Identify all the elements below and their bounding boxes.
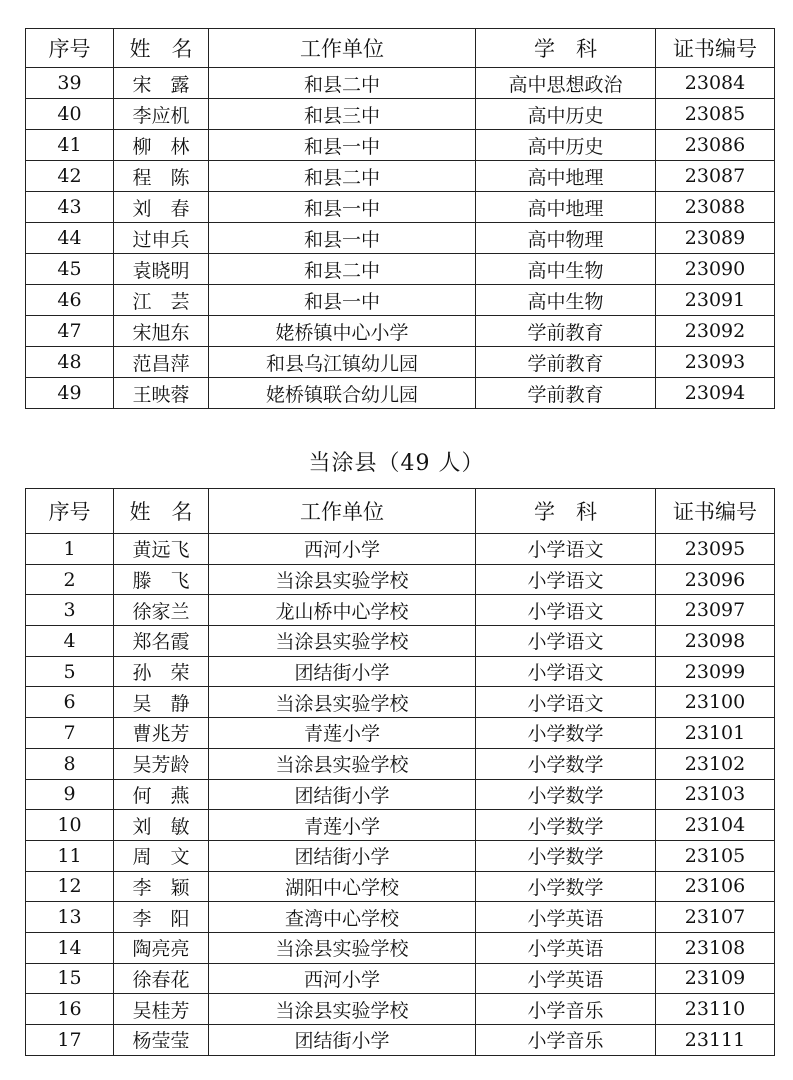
table-row xyxy=(26,994,775,1025)
cell-seq: 6 xyxy=(26,687,114,718)
cell-name: 江 芸 xyxy=(114,285,209,316)
cell-unit: 当涂县实验学校 xyxy=(209,748,476,779)
cell-seq: 14 xyxy=(26,932,114,963)
header-name: 姓 名 xyxy=(114,489,209,534)
cell-name: 李应机 xyxy=(114,99,209,130)
cell-unit: 查湾中心学校 xyxy=(209,902,476,933)
cell-subject: 小学语文 xyxy=(476,534,656,565)
cell-subject: 小学数学 xyxy=(476,840,656,871)
cell-unit: 当涂县实验学校 xyxy=(209,994,476,1025)
cell-unit: 青莲小学 xyxy=(209,810,476,841)
cell-name: 孙 荣 xyxy=(114,656,209,687)
cell-seq: 16 xyxy=(26,994,114,1025)
certificate-table-he-county xyxy=(25,28,775,409)
cell-cert: 23084 xyxy=(656,68,775,99)
table-row xyxy=(26,656,775,687)
cell-seq: 43 xyxy=(26,192,114,223)
header-name: 姓 名 xyxy=(114,29,209,68)
cell-name: 郑名霞 xyxy=(114,626,209,657)
cell-seq: 5 xyxy=(26,656,114,687)
cell-cert: 23097 xyxy=(656,595,775,626)
cell-seq: 11 xyxy=(26,840,114,871)
cell-unit: 团结街小学 xyxy=(209,840,476,871)
cell-subject: 小学语文 xyxy=(476,626,656,657)
cell-subject: 小学英语 xyxy=(476,963,656,994)
cell-cert: 23108 xyxy=(656,932,775,963)
table-row xyxy=(26,192,775,223)
cell-name: 何 燕 xyxy=(114,779,209,810)
cell-unit: 龙山桥中心学校 xyxy=(209,595,476,626)
cell-cert: 23106 xyxy=(656,871,775,902)
table-row xyxy=(26,1025,775,1056)
table-row xyxy=(26,840,775,871)
cell-name: 周 文 xyxy=(114,840,209,871)
table-row xyxy=(26,68,775,99)
cell-seq: 47 xyxy=(26,316,114,347)
cell-subject: 高中历史 xyxy=(476,99,656,130)
cell-cert: 23102 xyxy=(656,748,775,779)
cell-cert: 23104 xyxy=(656,810,775,841)
cell-name: 柳 林 xyxy=(114,130,209,161)
header-unit: 工作单位 xyxy=(209,29,476,68)
cell-seq: 2 xyxy=(26,564,114,595)
table-row xyxy=(26,347,775,378)
section-title-dangtu-county: 当涂县（49 人） xyxy=(308,451,485,476)
cell-subject: 学前教育 xyxy=(476,378,656,409)
cell-cert: 23085 xyxy=(656,99,775,130)
cell-cert: 23101 xyxy=(656,718,775,749)
cell-seq: 46 xyxy=(26,285,114,316)
cell-subject: 高中物理 xyxy=(476,223,656,254)
table-row xyxy=(26,687,775,718)
cell-name: 王映蓉 xyxy=(114,378,209,409)
header-unit: 工作单位 xyxy=(209,489,476,534)
cell-unit: 和县三中 xyxy=(209,99,476,130)
header-cert: 证书编号 xyxy=(656,489,775,534)
cell-unit: 和县一中 xyxy=(209,192,476,223)
cell-cert: 23107 xyxy=(656,902,775,933)
cell-cert: 23091 xyxy=(656,285,775,316)
cell-cert: 23100 xyxy=(656,687,775,718)
cell-cert: 23109 xyxy=(656,963,775,994)
cell-subject: 小学语文 xyxy=(476,564,656,595)
cell-unit: 团结街小学 xyxy=(209,656,476,687)
table-row xyxy=(26,285,775,316)
cell-subject: 小学语文 xyxy=(476,656,656,687)
cell-seq: 40 xyxy=(26,99,114,130)
cell-seq: 42 xyxy=(26,161,114,192)
cell-unit: 西河小学 xyxy=(209,534,476,565)
cell-unit: 和县二中 xyxy=(209,161,476,192)
cell-name: 徐家兰 xyxy=(114,595,209,626)
header-subject: 学 科 xyxy=(476,29,656,68)
header-subject: 学 科 xyxy=(476,489,656,534)
cell-unit: 姥桥镇中心小学 xyxy=(209,316,476,347)
table-row xyxy=(26,223,775,254)
cell-subject: 学前教育 xyxy=(476,347,656,378)
cell-cert: 23093 xyxy=(656,347,775,378)
cell-cert: 23086 xyxy=(656,130,775,161)
cell-subject: 小学英语 xyxy=(476,902,656,933)
cell-cert: 23099 xyxy=(656,656,775,687)
cell-unit: 和县二中 xyxy=(209,254,476,285)
cell-name: 吴芳龄 xyxy=(114,748,209,779)
cell-seq: 7 xyxy=(26,718,114,749)
header-cert: 证书编号 xyxy=(656,29,775,68)
cell-subject: 小学音乐 xyxy=(476,994,656,1025)
cell-name: 宋旭东 xyxy=(114,316,209,347)
cell-name: 李 颖 xyxy=(114,871,209,902)
cell-cert: 23095 xyxy=(656,534,775,565)
cell-cert: 23087 xyxy=(656,161,775,192)
table-row xyxy=(26,316,775,347)
table-row xyxy=(26,534,775,565)
cell-name: 曹兆芳 xyxy=(114,718,209,749)
cell-seq: 17 xyxy=(26,1025,114,1056)
cell-unit: 和县一中 xyxy=(209,285,476,316)
cell-subject: 高中地理 xyxy=(476,161,656,192)
cell-seq: 44 xyxy=(26,223,114,254)
cell-name: 陶亮亮 xyxy=(114,932,209,963)
table-row xyxy=(26,130,775,161)
cell-name: 徐春花 xyxy=(114,963,209,994)
cell-subject: 小学英语 xyxy=(476,932,656,963)
cell-unit: 湖阳中心学校 xyxy=(209,871,476,902)
table-row xyxy=(26,871,775,902)
cell-unit: 当涂县实验学校 xyxy=(209,626,476,657)
header-seq: 序号 xyxy=(26,29,114,68)
header-seq: 序号 xyxy=(26,489,114,534)
cell-cert: 23096 xyxy=(656,564,775,595)
cell-cert: 23111 xyxy=(656,1025,775,1056)
cell-name: 宋 露 xyxy=(114,68,209,99)
cell-name: 黄远飞 xyxy=(114,534,209,565)
cell-subject: 小学语文 xyxy=(476,595,656,626)
cell-cert: 23105 xyxy=(656,840,775,871)
table-row xyxy=(26,779,775,810)
table-row xyxy=(26,161,775,192)
cell-cert: 23092 xyxy=(656,316,775,347)
cell-seq: 48 xyxy=(26,347,114,378)
cell-name: 滕 飞 xyxy=(114,564,209,595)
cell-seq: 45 xyxy=(26,254,114,285)
cell-unit: 当涂县实验学校 xyxy=(209,687,476,718)
cell-unit: 姥桥镇联合幼儿园 xyxy=(209,378,476,409)
table-row xyxy=(26,810,775,841)
cell-unit: 团结街小学 xyxy=(209,1025,476,1056)
cell-seq: 39 xyxy=(26,68,114,99)
cell-seq: 41 xyxy=(26,130,114,161)
cell-unit: 和县一中 xyxy=(209,223,476,254)
cell-unit: 和县乌江镇幼儿园 xyxy=(209,347,476,378)
cell-seq: 15 xyxy=(26,963,114,994)
cell-seq: 12 xyxy=(26,871,114,902)
cell-cert: 23098 xyxy=(656,626,775,657)
cell-subject: 高中思想政治 xyxy=(476,68,656,99)
cell-cert: 23088 xyxy=(656,192,775,223)
cell-name: 李 阳 xyxy=(114,902,209,933)
table-header-row xyxy=(26,29,775,68)
cell-seq: 9 xyxy=(26,779,114,810)
cell-cert: 23090 xyxy=(656,254,775,285)
cell-subject: 高中历史 xyxy=(476,130,656,161)
cell-subject: 小学数学 xyxy=(476,810,656,841)
cell-subject: 小学数学 xyxy=(476,718,656,749)
cell-subject: 学前教育 xyxy=(476,316,656,347)
table-row xyxy=(26,626,775,657)
cell-name: 过申兵 xyxy=(114,223,209,254)
table-row xyxy=(26,564,775,595)
cell-seq: 13 xyxy=(26,902,114,933)
cell-subject: 高中生物 xyxy=(476,254,656,285)
cell-subject: 高中生物 xyxy=(476,285,656,316)
table-row xyxy=(26,378,775,409)
cell-unit: 和县一中 xyxy=(209,130,476,161)
cell-seq: 10 xyxy=(26,810,114,841)
cell-cert: 23089 xyxy=(656,223,775,254)
cell-cert: 23094 xyxy=(656,378,775,409)
table-row xyxy=(26,748,775,779)
cell-unit: 当涂县实验学校 xyxy=(209,932,476,963)
table-row xyxy=(26,718,775,749)
cell-seq: 1 xyxy=(26,534,114,565)
cell-name: 刘 敏 xyxy=(114,810,209,841)
cell-seq: 4 xyxy=(26,626,114,657)
certificate-table-dangtu-county xyxy=(25,488,775,1056)
cell-name: 袁晓明 xyxy=(114,254,209,285)
cell-unit: 团结街小学 xyxy=(209,779,476,810)
cell-subject: 小学音乐 xyxy=(476,1025,656,1056)
cell-name: 吴桂芳 xyxy=(114,994,209,1025)
cell-seq: 49 xyxy=(26,378,114,409)
cell-subject: 小学数学 xyxy=(476,871,656,902)
cell-subject: 小学语文 xyxy=(476,687,656,718)
cell-name: 刘 春 xyxy=(114,192,209,223)
cell-unit: 青莲小学 xyxy=(209,718,476,749)
cell-subject: 小学数学 xyxy=(476,779,656,810)
table-row xyxy=(26,932,775,963)
cell-unit: 和县二中 xyxy=(209,68,476,99)
table-row xyxy=(26,595,775,626)
cell-name: 程 陈 xyxy=(114,161,209,192)
cell-name: 杨莹莹 xyxy=(114,1025,209,1056)
cell-cert: 23103 xyxy=(656,779,775,810)
cell-subject: 高中地理 xyxy=(476,192,656,223)
cell-name: 范昌萍 xyxy=(114,347,209,378)
table-row xyxy=(26,99,775,130)
table-row xyxy=(26,254,775,285)
cell-unit: 当涂县实验学校 xyxy=(209,564,476,595)
cell-unit: 西河小学 xyxy=(209,963,476,994)
table-row xyxy=(26,963,775,994)
table-row xyxy=(26,902,775,933)
cell-cert: 23110 xyxy=(656,994,775,1025)
cell-seq: 8 xyxy=(26,748,114,779)
cell-name: 吴 静 xyxy=(114,687,209,718)
cell-subject: 小学数学 xyxy=(476,748,656,779)
cell-seq: 3 xyxy=(26,595,114,626)
table-header-row xyxy=(26,489,775,534)
